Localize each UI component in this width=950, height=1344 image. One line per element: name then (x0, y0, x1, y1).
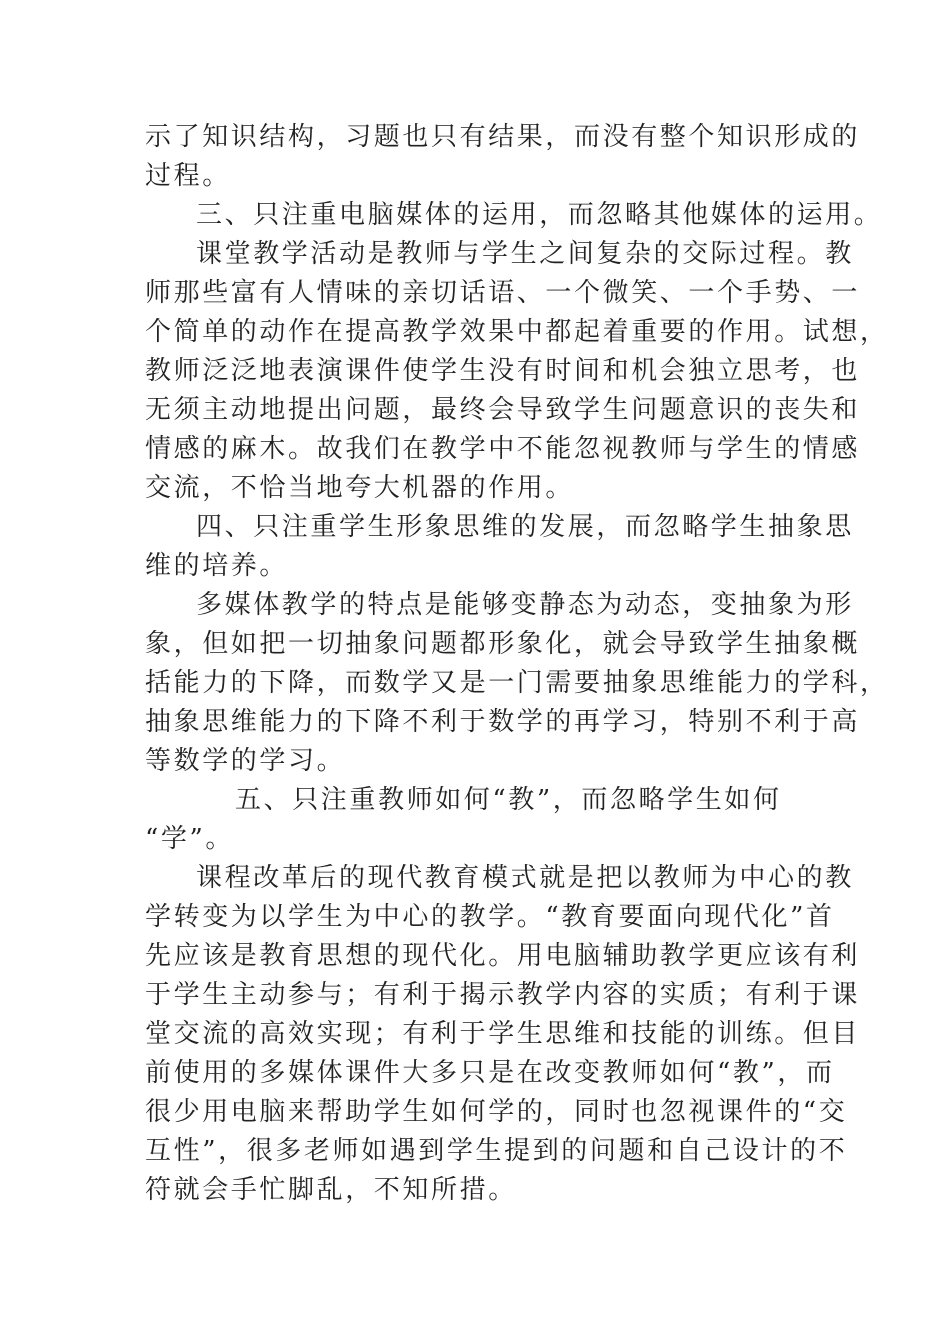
text-line: 很少用电脑来帮助学生如何学的，同时也忽视课件的“交 (145, 1097, 848, 1127)
text-line: 象，但如把一切抽象问题都形象化，就会导致学生抽象概 (145, 629, 861, 659)
text-line: 等数学的学习。 (145, 746, 346, 776)
text-line: 情感的麻木。故我们在教学中不能忽视教师与学生的情感 (145, 434, 861, 464)
text-line: 前使用的多媒体课件大多只是在改变教师如何“教”，而 (145, 1058, 835, 1088)
text-line: 课程改革后的现代教育模式就是把以教师为中心的教 (196, 863, 854, 893)
text-line: 无须主动地提出问题，最终会导致学生问题意识的丧失和 (145, 395, 861, 425)
text-line: 于学生主动参与；有利于揭示教学内容的实质；有利于课 (145, 980, 861, 1010)
text-line: 教师泛泛地表演课件使学生没有时间和机会独立思考，也 (145, 356, 861, 386)
section-heading-4: 四、只注重学生形象思维的发展，而忽略学生抽象思 (196, 512, 854, 542)
text-line: 多媒体教学的特点是能够变静态为动态，变抽象为形 (196, 590, 854, 620)
text-line: 过程。 (145, 161, 231, 191)
text-line: 示了知识结构，习题也只有结果，而没有整个知识形成的 (145, 122, 861, 152)
text-line: 符就会手忙脚乱，不知所措。 (145, 1175, 517, 1205)
section-heading-3: 三、只注重电脑媒体的运用，而忽略其他媒体的运用。 (196, 200, 883, 230)
text-line: “学”。 (145, 824, 234, 854)
text-line: 先应该是教育思想的现代化。用电脑辅助教学更应该有利 (145, 941, 861, 971)
text-line: 括能力的下降，而数学又是一门需要抽象思维能力的学科， (145, 668, 889, 698)
text-line: 交流，不恰当地夸大机器的作用。 (145, 473, 575, 503)
text-line: 师那些富有人情味的亲切话语、一个微笑、一个手势、一 (145, 278, 861, 308)
text-line: 互性”，很多老师如遇到学生提到的问题和自己设计的不 (145, 1136, 848, 1166)
text-line: 学转变为以学生为中心的教学。“教育要面向现代化”首 (145, 902, 835, 932)
text-line: 课堂教学活动是教师与学生之间复杂的交际过程。教 (196, 239, 854, 269)
text-line: 抽象思维能力的下降不利于数学的再学习，特别不利于高 (145, 707, 861, 737)
text-line: 维的培养。 (145, 551, 289, 581)
section-heading-5: 五、只注重教师如何“教”，而忽略学生如何 (235, 785, 782, 815)
text-line: 个简单的动作在提高教学效果中都起着重要的作用。试想， (145, 317, 889, 347)
text-line: 堂交流的高效实现；有利于学生思维和技能的训练。但目 (145, 1019, 861, 1049)
